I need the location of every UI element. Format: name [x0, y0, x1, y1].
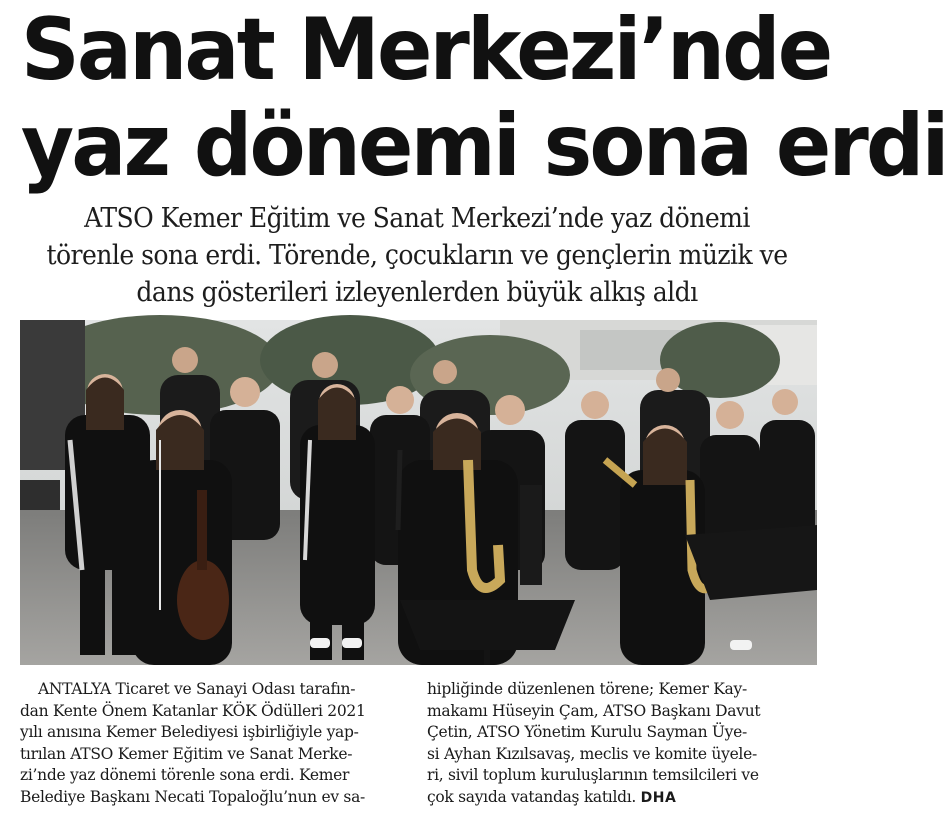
body-line: ri, sivil toplum kuruluşlarının temsilcileri ve: [427, 766, 759, 785]
body-line-text: çok sayıda vatandaş katıldı.: [427, 787, 641, 806]
body-line: ANTALYA Ticaret ve Sanayi Odası tarafın-: [38, 680, 356, 698]
body-line: yılı anısına Kemer Belediyesi işbirliğiyle yap-: [20, 723, 359, 742]
body-line: dan Kente Önem Katanlar KÖK Ödülleri 2021: [20, 701, 366, 720]
headline-line-2: yaz dönemi sona erdi: [20, 96, 947, 196]
subheadline-line-2: törenle sona erdi. Törende, çocukların ve gençlerin müzik ve: [46, 240, 788, 271]
body-line: hipliğinde düzenlenen törene; Kemer Kay-: [427, 680, 747, 698]
subheadline-line-3: dans gösterileri izleyenlerden büyük alkış aldı: [136, 277, 698, 308]
body-line: Belediye Başkanı Necati Topaloğlu’nun ev sa-: [20, 787, 365, 806]
headline-line-1: Sanat Merkezi’nde: [20, 0, 831, 100]
body-line: tırılan ATSO Kemer Eğitim ve Sanat Merke-: [20, 744, 353, 763]
body-column-1: [20, 679, 412, 809]
group-photo: [20, 320, 817, 665]
body-column-2: [427, 679, 819, 810]
agency-credit: DHA: [640, 789, 677, 806]
subheadline-line-1: ATSO Kemer Eğitim ve Sanat Merkezi’nde yaz dönemi: [84, 203, 750, 234]
body-line-last: [427, 787, 819, 810]
body-line: si Ayhan Kızılsavaş, meclis ve komite üyele-: [427, 744, 757, 763]
body-line: makamı Hüseyin Çam, ATSO Başkanı Davut: [427, 701, 761, 720]
body-line: Çetin, ATSO Yönetim Kurulu Sayman Üye-: [427, 723, 747, 742]
body-line: zi’nde yaz dönemi törenle sona erdi. Kemer: [20, 766, 350, 785]
